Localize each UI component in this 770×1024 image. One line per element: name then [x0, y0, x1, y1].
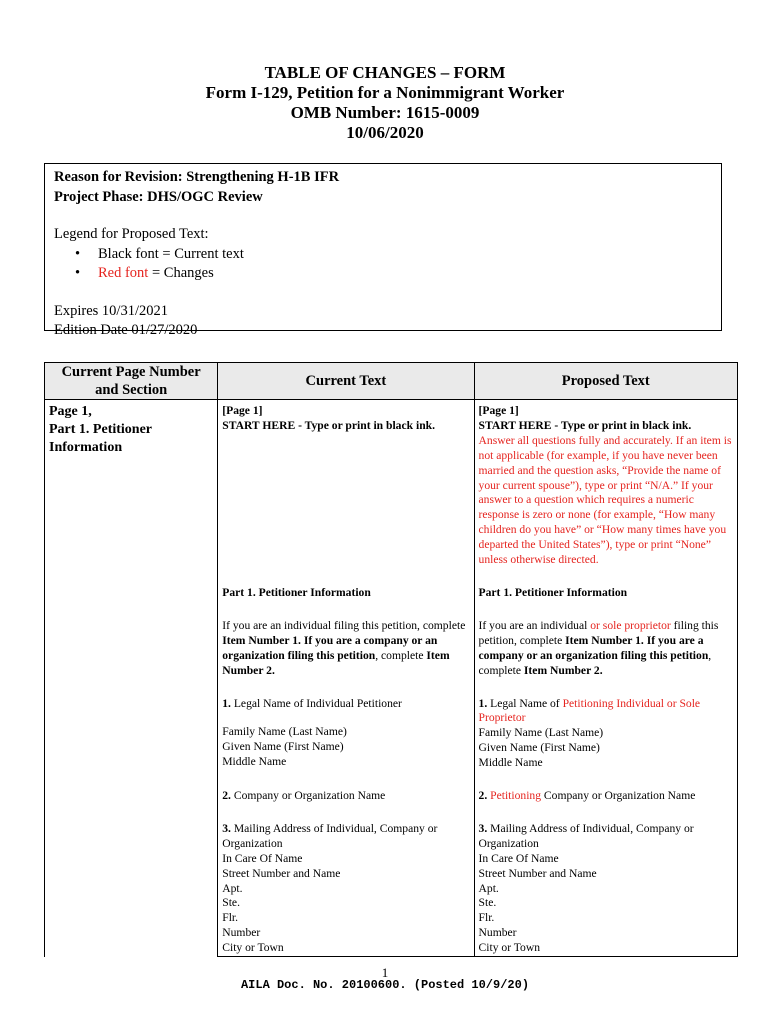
- table-row: [45, 400, 738, 582]
- header-current-text: Current Text: [218, 363, 474, 400]
- proposed-text-cell: [Page 1] START HERE - Type or print in black ink. Answer all questions fully and accurately. If an item is not applicable (for example, if you have never been married and the question asks, “Provide the name of your current spouse”), type or print “N/A.” If your answer to a question which requires a numeric response is zero or none (for example, “How many children do you have” or “How many times have you departed the United States”), type or print “None” unless otherwise directed.: [474, 400, 737, 582]
- table-row: If you are an individual filing this petition, complete Item Number 1. If you are a company or an organization filing this petition, complete Item Number 2. If you are an individual or sole proprietor filing this petition, complete Item Number 1. If you are a company or an organization filing this petition, complete Item Number 2.: [45, 615, 738, 693]
- changes-table: [44, 362, 738, 957]
- reason-for-revision: Reason for Revision: Strengthening H-1B IFR: [54, 169, 340, 185]
- proposed-added-instructions: Answer all questions fully and accurately. If an item is not applicable (for example, if you have never been married and the question asks, “Provide the name of your current spouse”), type or print “N/A.” If your answer to a question which requires a numeric response is zero or none (for example, “How many children do you have” or “How many times have you departed the United States”), type or print “None” unless otherwise directed.: [478, 433, 732, 567]
- table-row: 1. Legal Name of Individual Petitioner Family Name (Last Name) Given Name (First Name) Middle Name 1. Legal Name of Petitioning Individual or Sole Proprietor Family Name (Last Name) Given Name (First Name) Middle Name: [45, 693, 738, 786]
- bullet-icon: •: [75, 265, 81, 281]
- legend-item-black: • Black font = Current text: [54, 245, 712, 265]
- page-number: 1: [381, 965, 389, 980]
- title-line-2: Form I-129, Petition for a Nonimmigrant Worker: [205, 83, 565, 102]
- title-line-3: OMB Number: 1615-0009: [290, 103, 480, 122]
- title-line-1: TABLE OF CHANGES – FORM: [264, 63, 506, 82]
- title-line-4: 10/06/2020: [346, 123, 424, 142]
- edition-date: Edition Date 01/27/2020: [54, 322, 198, 338]
- header-proposed-text: Proposed Text: [474, 363, 737, 400]
- header-current-page: Current Page Number and Section: [45, 363, 218, 400]
- table-row: Part 1. Petitioner Information Part 1. Petitioner Information: [45, 582, 738, 615]
- document-title: [0, 63, 770, 143]
- table-row: 2. Company or Organization Name 2. Petitioning Company or Organization Name: [45, 785, 738, 818]
- bullet-icon: •: [75, 245, 81, 262]
- project-phase: Project Phase: DHS/OGC Review: [54, 188, 263, 205]
- table-header-row: [45, 363, 738, 400]
- footer-doc-number: AILA Doc. No. 20100600. (Posted 10/9/20): [240, 978, 530, 992]
- legend-item-red: • Red font = Changes: [54, 264, 712, 284]
- revision-info-box: [44, 163, 722, 338]
- table-row: 3. Mailing Address of Individual, Company or Organization In Care Of Name Street Number and Name Apt. Ste. Flr. Number City or Town 3. Mailing Address of Individual, Company or Organization In Care Of Name Street Number and Name Apt. Ste. Flr. Number City or Town: [45, 818, 738, 957]
- expires-date: Expires 10/31/2021: [54, 302, 168, 319]
- legend-title: Legend for Proposed Text:: [54, 226, 209, 242]
- current-text-cell: [Page 1] START HERE - Type or print in black ink.: [218, 400, 474, 582]
- section-cell: Page 1, Part 1. Petitioner Information: [45, 400, 218, 957]
